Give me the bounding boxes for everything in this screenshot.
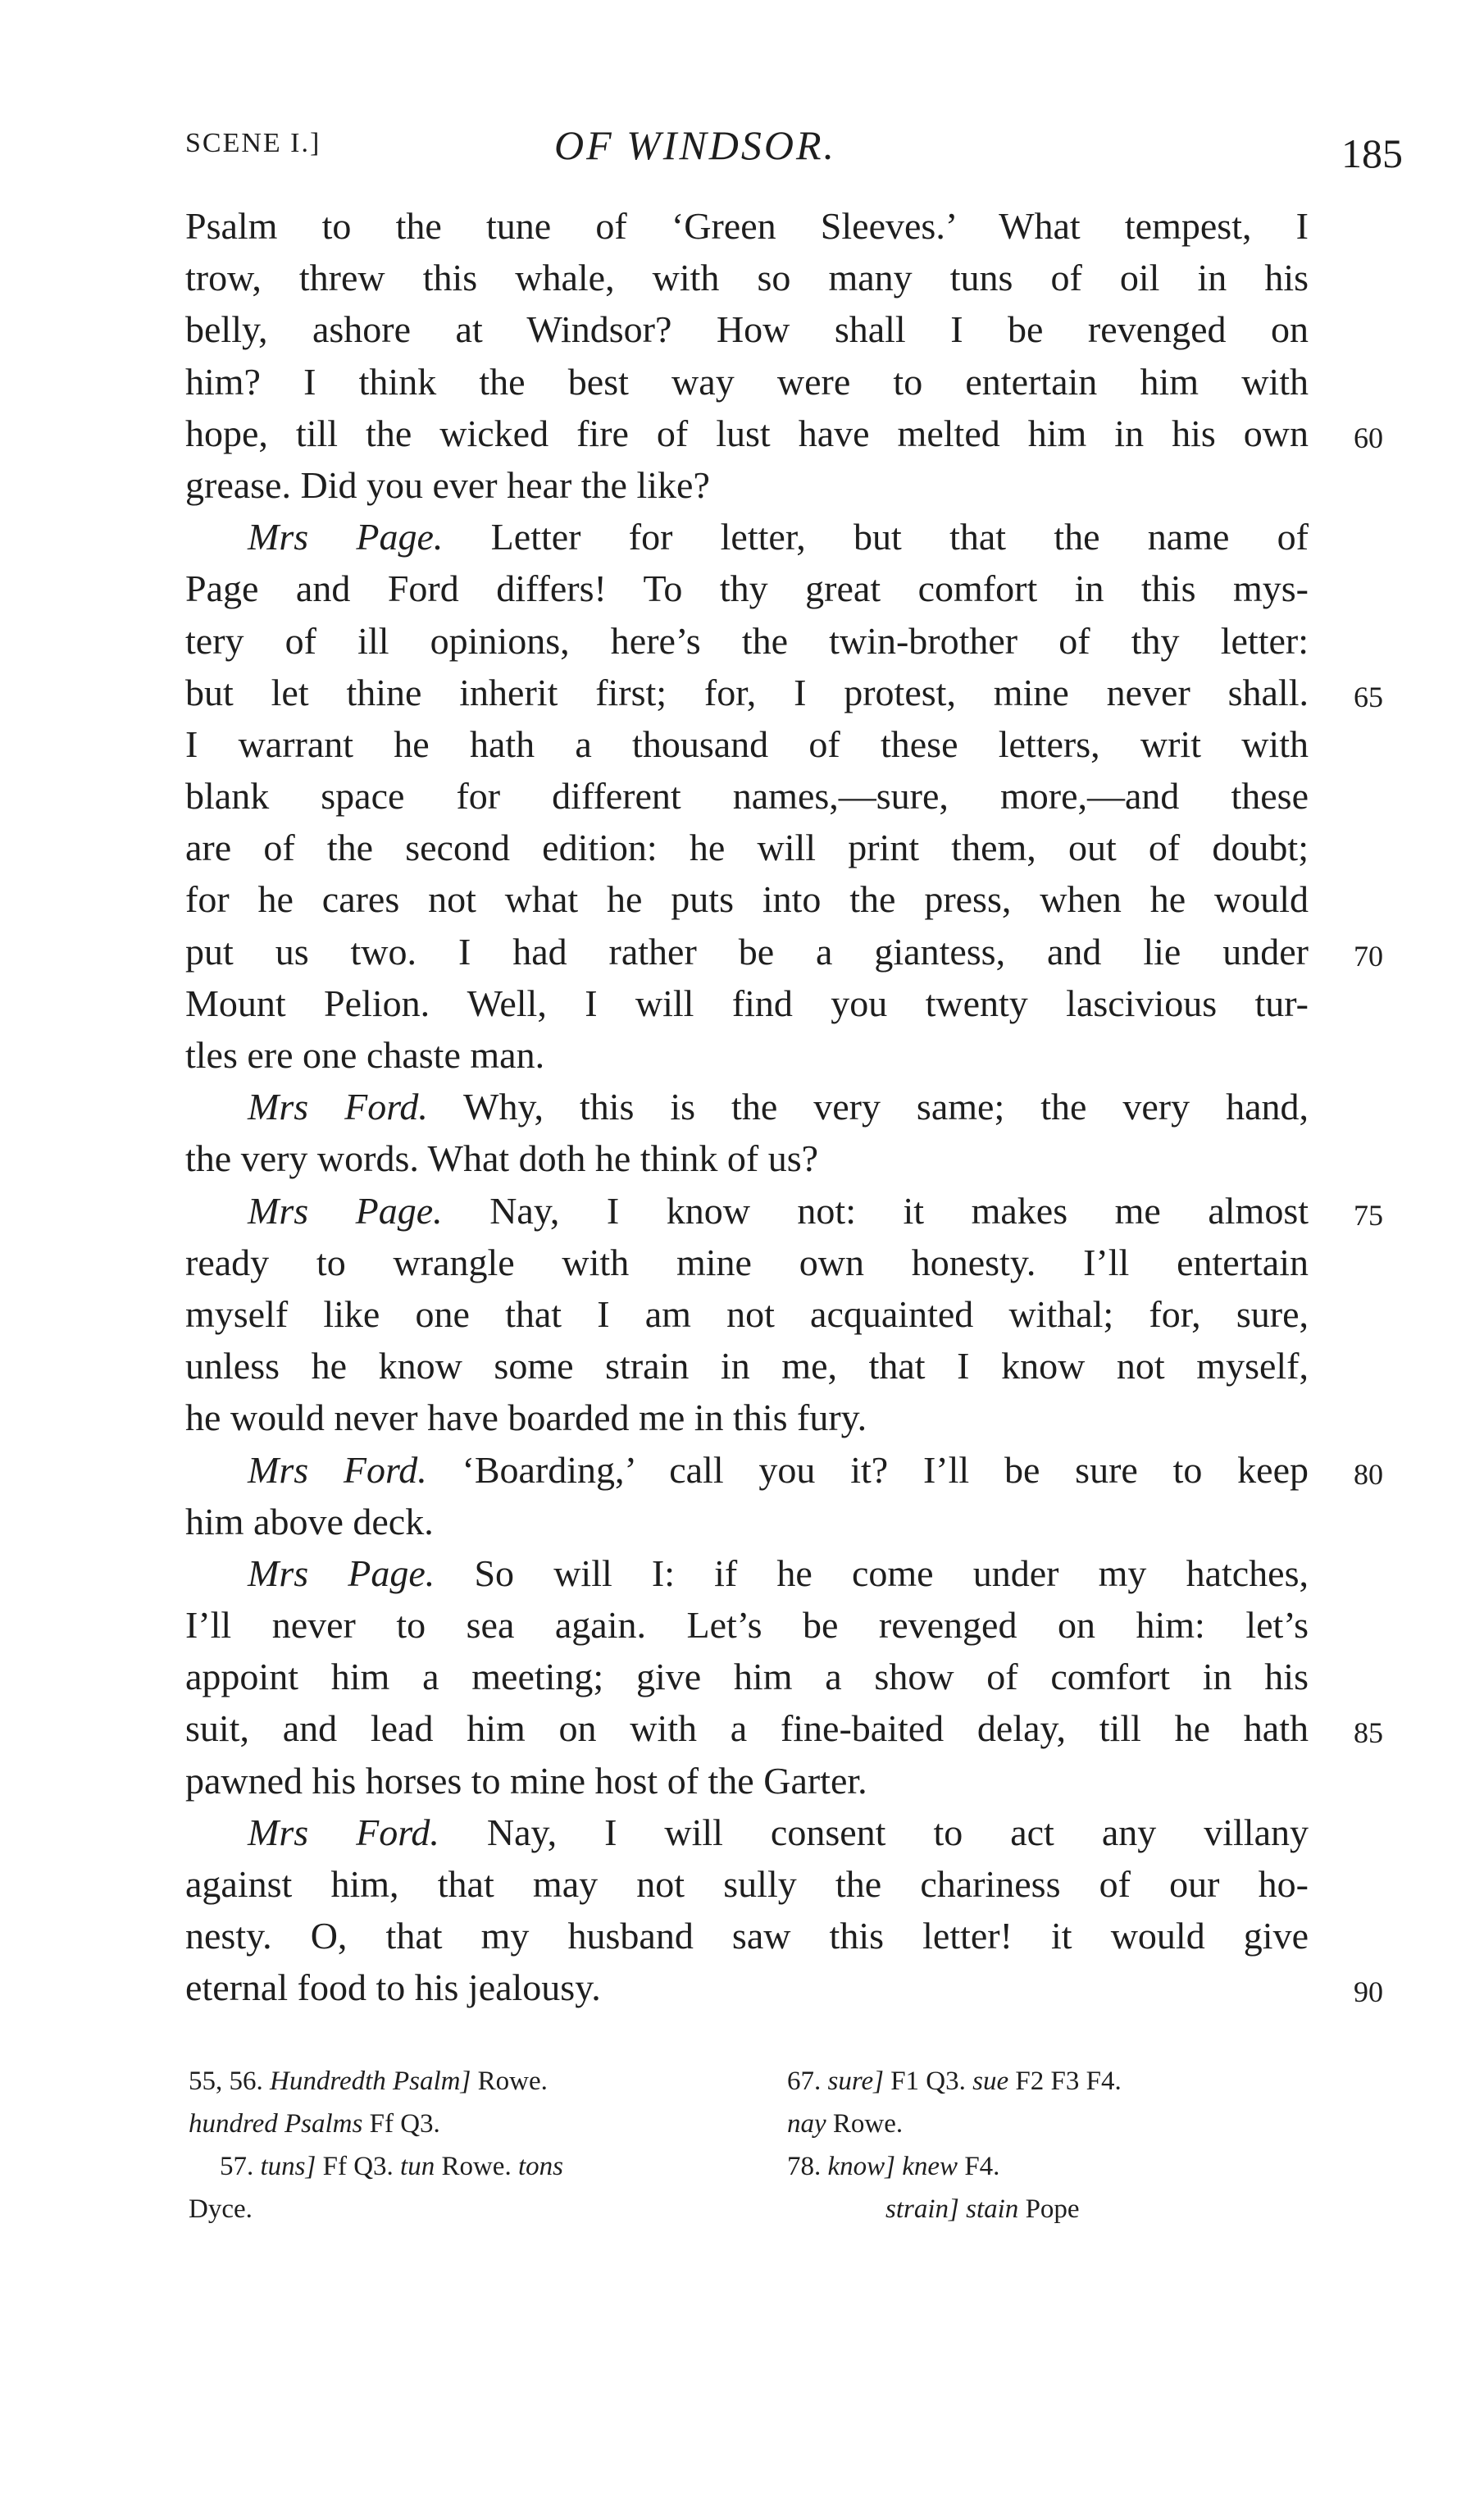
line-text	[185, 1910, 1309, 1962]
text-line	[185, 1029, 1309, 1081]
text-line	[185, 200, 1309, 252]
footnote-line: 78. know] knew F4.	[787, 2152, 1000, 2181]
line-text	[185, 1444, 1309, 1496]
line-body: trow, threw this whale, with so many tuns of oil in his	[185, 257, 1309, 299]
line-body: I’ll never to sea again. Let’s be revenged on him: let’s	[185, 1604, 1309, 1647]
text-line	[185, 926, 1383, 977]
text-line	[185, 1132, 1309, 1184]
footnote-line: nay Rowe.	[787, 2109, 904, 2139]
line-text	[185, 1496, 1309, 1547]
line-text	[185, 1288, 1309, 1340]
text-line	[185, 252, 1309, 303]
line-text	[185, 459, 1309, 511]
line-text	[185, 770, 1309, 822]
line-text	[185, 1547, 1309, 1599]
line-body: put us two. I had rather be a giantess, and lie under	[185, 930, 1309, 973]
text-line	[185, 1807, 1309, 1858]
line-text	[185, 926, 1309, 977]
line-body: Why, this is the very same; the very hand,	[463, 1086, 1309, 1128]
line-text	[185, 252, 1309, 303]
line-body: are of the second edition: he will print them, out of doubt;	[185, 827, 1309, 869]
text-line	[185, 1910, 1309, 1962]
line-text	[185, 1237, 1309, 1288]
line-number: 90	[1354, 1975, 1383, 2009]
line-text	[185, 615, 1309, 667]
footnote-line: Dyce.	[189, 2194, 253, 2224]
speaker-name: Mrs Ford.	[248, 1086, 428, 1128]
running-header	[185, 121, 1415, 187]
line-body: him? I think the best way were to entertain him with	[185, 360, 1309, 403]
speaker-name: Mrs Page.	[248, 1551, 435, 1594]
line-text	[185, 1651, 1309, 1702]
running-title: OF WINDSOR.	[554, 122, 837, 168]
play-text	[185, 200, 1383, 2014]
text-line	[185, 1599, 1309, 1651]
line-text	[185, 1081, 1309, 1132]
line-body: nesty. O, that my husband saw this letter! it would give	[185, 1915, 1309, 1957]
line-text	[185, 718, 1309, 770]
text-line	[185, 718, 1309, 770]
text-line	[185, 770, 1309, 822]
line-body: suit, and lead him on with a fine-baited delay, till he hath	[185, 1707, 1309, 1750]
text-line	[185, 1496, 1309, 1547]
line-body: Mount Pelion. Well, I will find you twenty lascivious tur-	[185, 982, 1309, 1024]
text-line	[185, 822, 1309, 873]
line-body: myself like one that I am not acquainted withal; for, sure,	[185, 1292, 1309, 1335]
footnote-line: 57. tuns] Ff Q3. tun Rowe. tons	[220, 2152, 563, 2181]
text-line	[185, 1702, 1383, 1754]
text-line	[185, 1858, 1309, 1910]
line-number: 65	[1354, 680, 1383, 713]
line-text	[185, 1962, 1309, 2013]
line-body: grease. Did you ever hear the like?	[185, 463, 710, 506]
text-line	[185, 1651, 1309, 1702]
line-text	[185, 408, 1309, 459]
text-line	[185, 1444, 1383, 1496]
speaker-name: Mrs Page.	[248, 1189, 443, 1232]
text-line	[185, 563, 1309, 614]
line-body: blank space for different names,—sure, more,—and these	[185, 775, 1309, 818]
line-text	[185, 1392, 1309, 1443]
text-line	[185, 1288, 1309, 1340]
line-text	[185, 873, 1309, 925]
text-line	[185, 667, 1383, 718]
line-body: pawned his horses to mine host of the Garter.	[185, 1759, 867, 1802]
speaker-name: Mrs Ford.	[248, 1811, 439, 1853]
line-body: hope, till the wicked fire of lust have melted him in his own	[185, 412, 1309, 454]
line-body: ready to wrangle with mine own honesty. I’ll entertain	[185, 1241, 1309, 1283]
footnotes-left-column	[189, 2060, 754, 2230]
text-line	[185, 1081, 1309, 1132]
line-body: he would never have boarded me in this fury.	[185, 1397, 867, 1439]
line-text	[185, 1755, 1309, 1807]
line-number: 85	[1354, 1716, 1383, 1750]
line-body: Nay, I will consent to act any villany	[486, 1811, 1309, 1853]
text-line	[185, 873, 1309, 925]
speaker-name: Mrs Ford.	[248, 1448, 427, 1491]
text-line	[185, 977, 1309, 1029]
line-body: Psalm to the tune of ‘Green Sleeves.’ What tempest, I	[185, 205, 1309, 247]
line-text	[185, 977, 1309, 1029]
line-text	[185, 303, 1309, 355]
line-text	[185, 1858, 1309, 1910]
line-body: Letter for letter, but that the name of	[490, 516, 1309, 558]
footnote-line: 55, 56. Hundredth Psalm] Rowe.	[189, 2066, 548, 2096]
text-line	[185, 1185, 1383, 1237]
line-text	[185, 1340, 1309, 1392]
line-body: tles ere one chaste man.	[185, 1034, 545, 1076]
line-body: tery of ill opinions, here’s the twin-brother of thy letter:	[185, 619, 1309, 662]
text-line	[185, 356, 1309, 408]
scene-label: SCENE I.]	[185, 128, 321, 158]
footnotes-right-column	[787, 2060, 1328, 2230]
line-body: eternal food to his jealousy.	[185, 1966, 601, 2009]
line-body: I warrant he hath a thousand of these letters, writ with	[185, 722, 1309, 765]
line-body: the very words. What doth he think of us?	[185, 1137, 819, 1180]
line-text	[185, 667, 1309, 718]
line-text	[185, 1185, 1309, 1237]
text-line	[185, 1547, 1309, 1599]
line-text	[185, 1599, 1309, 1651]
line-number: 70	[1354, 939, 1383, 973]
text-line	[185, 303, 1309, 355]
speaker-name: Mrs Page.	[248, 516, 444, 558]
text-line	[185, 615, 1309, 667]
line-body: unless he know some strain in me, that I know not myself,	[185, 1345, 1309, 1387]
line-body: Page and Ford differs! To thy great comfort in this mys-	[185, 567, 1309, 610]
line-body: against him, that may not sully the chariness of our ho-	[185, 1863, 1309, 1905]
line-body: belly, ashore at Windsor? How shall I be revenged on	[185, 308, 1309, 351]
line-number: 80	[1354, 1457, 1383, 1491]
text-line	[185, 511, 1309, 563]
line-text	[185, 1702, 1309, 1754]
line-body: him above deck.	[185, 1500, 434, 1542]
text-line	[185, 1755, 1309, 1807]
text-line	[185, 1392, 1309, 1443]
line-body: ‘Boarding,’ call you it? I’ll be sure to keep	[462, 1448, 1309, 1491]
line-number: 75	[1354, 1198, 1383, 1232]
text-line	[185, 408, 1383, 459]
text-line	[185, 1962, 1383, 2013]
footnote-line: hundred Psalms Ff Q3.	[189, 2109, 440, 2139]
line-text	[185, 1132, 1309, 1184]
line-text	[185, 563, 1309, 614]
text-line	[185, 459, 1309, 511]
line-body: appoint him a meeting; give him a show of comfort in his	[185, 1656, 1309, 1698]
page-number: 185	[1341, 130, 1403, 176]
footnote-line: 67. sure] F1 Q3. sue F2 F3 F4.	[787, 2066, 1122, 2096]
line-text	[185, 200, 1309, 252]
line-body: Nay, I know not: it makes me almost	[489, 1189, 1309, 1232]
line-text	[185, 511, 1309, 563]
footnote-line: strain] stain Pope	[885, 2194, 1080, 2224]
line-text	[185, 1029, 1309, 1081]
line-text	[185, 356, 1309, 408]
line-body: but let thine inherit first; for, I protest, mine never shall.	[185, 671, 1309, 713]
text-line	[185, 1340, 1309, 1392]
line-number: 60	[1354, 421, 1383, 454]
text-line	[185, 1237, 1309, 1288]
line-body: So will I: if he come under my hatches,	[474, 1551, 1309, 1594]
line-body: for he cares not what he puts into the press, when he would	[185, 878, 1309, 921]
line-text	[185, 1807, 1309, 1858]
line-text	[185, 822, 1309, 873]
